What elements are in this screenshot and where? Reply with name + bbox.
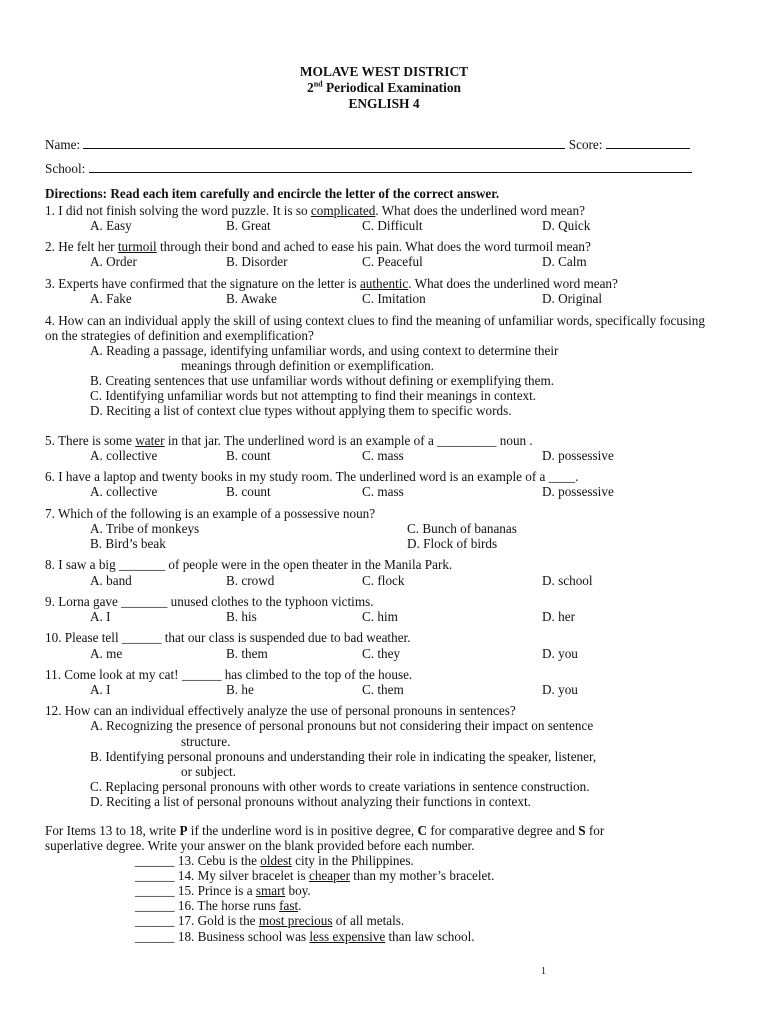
question-5: 5. There is some water in that jar. The underlined word is an example of a _________ noun . (45, 433, 533, 448)
q2-option-a[interactable]: A. Order (90, 254, 137, 269)
q10-option-a[interactable]: A. me (90, 646, 123, 661)
q10-option-d[interactable]: D. you (542, 646, 578, 661)
question-3: 3. Experts have confirmed that the signature on the letter is authentic. What does the underlined word mean? (45, 276, 618, 291)
q8-option-a[interactable]: A. band (90, 573, 132, 588)
underlined-word: oldest (260, 853, 292, 868)
underlined-word: complicated (310, 203, 376, 218)
degree-item-13: ______ 13. Cebu is the oldest city in the Philippines. (135, 853, 414, 868)
q2-option-d[interactable]: D. Calm (542, 254, 587, 269)
q10-option-c[interactable]: C. they (362, 646, 401, 661)
answer-blank[interactable]: ______ (135, 868, 175, 883)
q5-option-b[interactable]: B. count (226, 448, 271, 463)
name-label: Name: (45, 137, 81, 152)
q12-option-c[interactable]: C. Replacing personal pronouns with other words to create variations in sentence construction. (90, 779, 590, 794)
q1-option-d[interactable]: D. Quick (542, 218, 591, 233)
q1-option-c[interactable]: C. Difficult (362, 218, 423, 233)
q9-option-b[interactable]: B. his (226, 609, 257, 624)
answer-blank[interactable]: ______ (135, 853, 175, 868)
question-7: 7. Which of the following is an example of a possessive noun? (45, 506, 376, 521)
q1-option-a[interactable]: A. Easy (90, 218, 132, 233)
q7-option-d[interactable]: D. Flock of birds (407, 536, 498, 551)
q6-option-d[interactable]: D. possessive (542, 484, 614, 499)
q8-option-c[interactable]: C. flock (362, 573, 405, 588)
degree-instructions-line-2: superlative degree. Write your answer on the blank provided before each number. (45, 838, 475, 853)
q2-option-b[interactable]: B. Disorder (226, 254, 288, 269)
degree-instructions: For Items 13 to 18, write P if the underline word is in positive degree, C for comparative degree and S for (45, 823, 605, 838)
question-6: 6. I have a laptop and twenty books in my study room. The underlined word is an example of a ____. (45, 469, 579, 484)
question-1: 1. I did not finish solving the word puzzle. It is so complicated. What does the underlined word mean? (45, 203, 585, 218)
comparative-label: C (417, 823, 428, 838)
q8-option-d[interactable]: D. school (542, 573, 593, 588)
answer-blank[interactable]: ______ (135, 929, 175, 944)
name-row (45, 137, 690, 152)
q8-option-b[interactable]: B. crowd (226, 573, 275, 588)
underlined-word: cheaper (308, 868, 350, 883)
q12-option-b-cont[interactable]: or subject. (181, 764, 236, 779)
degree-item-14: ______ 14. My silver bracelet is cheaper than my mother’s bracelet. (135, 868, 495, 883)
positive-label: P (179, 823, 188, 838)
answer-blank[interactable]: ______ (135, 898, 175, 913)
underlined-word: smart (255, 883, 286, 898)
q12-option-d[interactable]: D. Reciting a list of personal pronouns without analyzing their functions in context. (90, 794, 531, 809)
q7-option-a[interactable]: A. Tribe of monkeys (90, 521, 200, 536)
q7-option-c[interactable]: C. Bunch of bananas (407, 521, 517, 536)
q11-option-d[interactable]: D. you (542, 682, 578, 697)
q11-option-c[interactable]: C. them (362, 682, 404, 697)
score-label: Score: (568, 137, 603, 152)
q5-option-d[interactable]: D. possessive (542, 448, 614, 463)
exam-ordinal-suffix: nd (313, 79, 323, 89)
q3-option-c[interactable]: C. Imitation (362, 291, 426, 306)
answer-blank[interactable]: ______ (135, 913, 175, 928)
school-row (45, 161, 692, 176)
q11-option-a[interactable]: A. I (90, 682, 111, 697)
directions: Directions: Read each item carefully and encircle the letter of the correct answer. (45, 186, 500, 201)
underlined-word: fast (279, 898, 299, 913)
degree-item-16: ______ 16. The horse runs fast. (135, 898, 302, 913)
score-blank[interactable] (606, 137, 690, 149)
degree-item-17: ______ 17. Gold is the most precious of all metals. (135, 913, 405, 928)
exam-title (0, 80, 768, 95)
q4-option-a-cont[interactable]: meanings through definition or exemplification. (181, 358, 435, 373)
page-number: 1 (541, 966, 546, 977)
q5-option-c[interactable]: C. mass (362, 448, 404, 463)
q10-option-b[interactable]: B. them (226, 646, 268, 661)
q1-option-b[interactable]: B. Great (226, 218, 271, 233)
q11-option-b[interactable]: B. he (226, 682, 254, 697)
superlative-label: S (578, 823, 586, 838)
q6-option-c[interactable]: C. mass (362, 484, 404, 499)
school-blank[interactable] (89, 161, 692, 173)
question-10: 10. Please tell ______ that our class is suspended due to bad weather. (45, 630, 411, 645)
name-blank[interactable] (83, 137, 565, 149)
q9-option-c[interactable]: C. him (362, 609, 398, 624)
degree-item-15: ______ 15. Prince is a smart boy. (135, 883, 311, 898)
q12-option-a[interactable]: A. Recognizing the presence of personal pronouns but not considering their impact on sentence (90, 718, 594, 733)
q4-option-b[interactable]: B. Creating sentences that use unfamiliar words without defining or exemplifying them. (90, 373, 555, 388)
school-label: School: (45, 161, 86, 176)
underlined-word: turmoil (117, 239, 157, 254)
q4-option-d[interactable]: D. Reciting a list of context clue types without applying them to specific words. (90, 403, 512, 418)
underlined-word: less expensive (309, 929, 386, 944)
q4-option-a[interactable]: A. Reading a passage, identifying unfamiliar words, and using context to determine their (90, 343, 559, 358)
question-9: 9. Lorna gave _______ unused clothes to the typhoon victims. (45, 594, 374, 609)
exam-ordinal-number: 2 (307, 80, 314, 95)
q7-option-b[interactable]: B. Bird’s beak (90, 536, 166, 551)
question-4: 4. How can an individual apply the skill of using context clues to find the meaning of unfamiliar words, specifically focusing on the strategies of definition and exemplification? (45, 313, 705, 343)
answer-blank[interactable]: ______ (135, 883, 175, 898)
underlined-word: water (135, 433, 165, 448)
underlined-word: most precious (258, 913, 333, 928)
q4-option-c[interactable]: C. Identifying unfamiliar words but not attempting to find their meanings in context. (90, 388, 537, 403)
question-8: 8. I saw a big _______ of people were in the open theater in the Manila Park. (45, 557, 453, 572)
question-12: 12. How can an individual effectively analyze the use of personal pronouns in sentences? (45, 703, 516, 718)
question-11: 11. Come look at my cat! ______ has climbed to the top of the house. (45, 667, 413, 682)
q12-option-a-cont[interactable]: structure. (181, 734, 231, 749)
subject-title: ENGLISH 4 (348, 96, 420, 111)
q3-option-a[interactable]: A. Fake (90, 291, 132, 306)
q12-option-b[interactable]: B. Identifying personal pronouns and understanding their role in indicating the speaker, listener, (90, 749, 597, 764)
q9-option-a[interactable]: A. I (90, 609, 111, 624)
underlined-word: authentic (359, 276, 409, 291)
q6-option-a[interactable]: A. collective (90, 484, 158, 499)
q2-option-c[interactable]: C. Peaceful (362, 254, 423, 269)
exam-title-rest: Periodical Examination (322, 80, 461, 95)
q3-option-d[interactable]: D. Original (542, 291, 603, 306)
q3-option-b[interactable]: B. Awake (226, 291, 277, 306)
district-title: MOLAVE WEST DISTRICT (299, 64, 469, 79)
question-2: 2. He felt her turmoil through their bond and ached to ease his pain. What does the word turmoil mean? (45, 239, 591, 254)
q9-option-d[interactable]: D. her (542, 609, 575, 624)
q6-option-b[interactable]: B. count (226, 484, 271, 499)
degree-item-18: ______ 18. Business school was less expensive than law school. (135, 929, 475, 944)
q5-option-a[interactable]: A. collective (90, 448, 158, 463)
